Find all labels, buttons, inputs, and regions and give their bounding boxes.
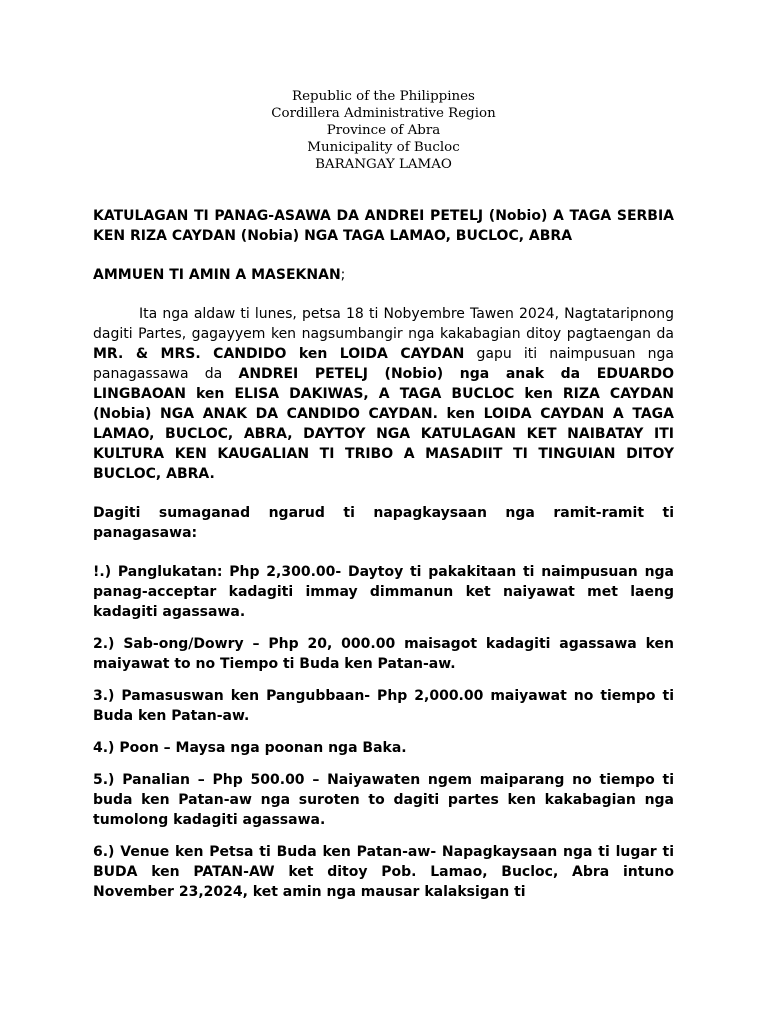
- letterhead: [93, 88, 674, 173]
- list-item: !.) Panglukatan: Php 2,300.00- Daytoy ti pakakitaan ti naimpusuan nga panag-acceptar kadagiti immay dimmanun ket naiyawat met laeng kadagiti agassawa.: [93, 564, 674, 620]
- intro-paragraph: [93, 304, 674, 484]
- intro-bold-2: ANDREI PETELJ (Nobio) nga anak da EDUARDO LINGBAOAN ken ELISA DAKIWAS, A TAGA BUCLOC ken RIZA CAYDAN (Nobia) NGA ANAK DA CANDIDO CAYDAN. ken LOIDA CAYDAN A TAGA LAMAO, BUCLOC, ABRA, DAYTOY NGA KATULAGAN KET NAIBATAY ITI KULTURA KEN KAUGALIAN TI TRIBO A MASADIIT TI TINGUIAN DITOY BUCLOC, ABRA.: [93, 366, 674, 482]
- letterhead-barangay: BARANGAY LAMAO: [315, 157, 452, 172]
- salutation-text: AMMUEN TI AMIN A MASEKNAN: [93, 267, 341, 283]
- letterhead-republic: Republic of the Philippines: [292, 89, 475, 104]
- list-item: 5.) Panalian – Php 500.00 – Naiyawaten ngem maiparang no tiempo ti buda ken Patan-aw nga suroten to dagiti partes ken kakabagian nga tumolong kadagiti agassawa.: [93, 772, 674, 828]
- intro-bold-1: MR. & MRS. CANDIDO ken LOIDA CAYDAN: [93, 346, 465, 362]
- document-title: KATULAGAN TI PANAG-ASAWA DA ANDREI PETELJ (Nobio) A TAGA SERBIA KEN RIZA CAYDAN (Nobia) NGA TAGA LAMAO, BUCLOC, ABRA: [93, 208, 674, 244]
- list-item: 6.) Venue ken Petsa ti Buda ken Patan-aw- Napagkaysaan nga ti lugar ti BUDA ken PATAN-AW ket ditoy Pob. Lamao, Bucloc, Abra intuno November 23,2024, ket amin nga mausar kalaksigan ti: [93, 844, 674, 900]
- salutation-punct: ;: [340, 267, 346, 283]
- salutation: [93, 265, 674, 285]
- list-item: 2.) Sab-ong/Dowry – Php 20, 000.00 maisagot kadagiti agassawa ken maiyawat to no Tiempo ti Buda ken Patan-aw.: [93, 636, 674, 672]
- letterhead-region: Cordillera Administrative Region: [271, 106, 496, 121]
- agreement-items: [93, 562, 674, 902]
- intro-text-1: Ita nga aldaw ti lunes, petsa 18 ti Nobyembre Tawen 2024, Nagtataripnong dagiti Partes, gagayyem ken nagsumbangir nga kakabagian ditoy pagtaengan da: [93, 306, 674, 342]
- list-item: 4.) Poon – Maysa nga poonan nga Baka.: [93, 740, 407, 756]
- list-item: 3.) Pamasuswan ken Pangubbaan- Php 2,000.00 maiyawat no tiempo ti Buda ken Patan-aw.: [93, 688, 674, 724]
- letterhead-municipality: Municipality of Bucloc: [307, 140, 460, 155]
- letterhead-province: Province of Abra: [326, 123, 441, 138]
- list-heading: Dagiti sumaganad ngarud ti napagkaysaan nga ramit-ramit ti panagasawa:: [93, 505, 674, 541]
- intro-text-2: gapu iti naimpusuan nga panagassawa da: [93, 346, 674, 382]
